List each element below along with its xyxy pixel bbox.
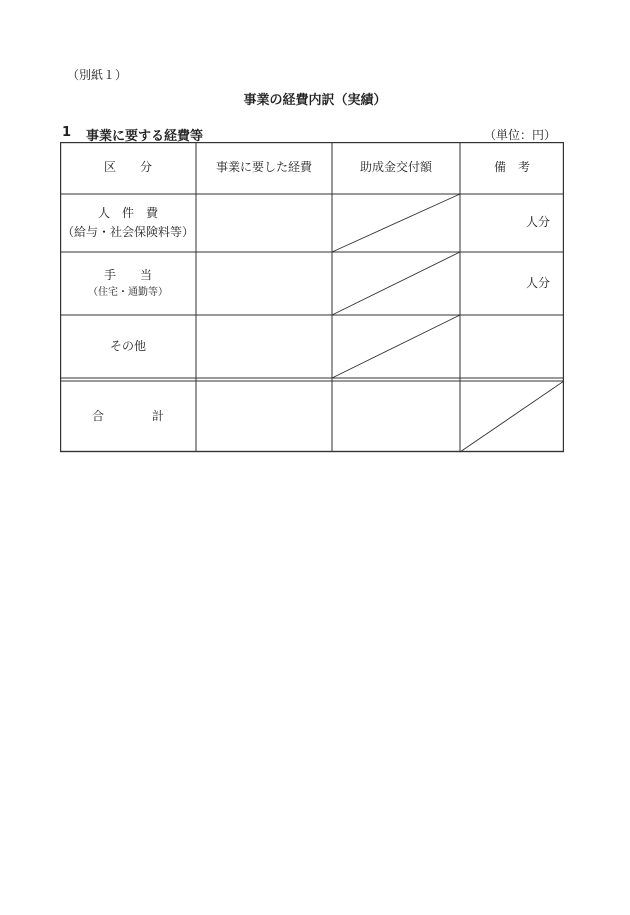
row-sublabel: （住宅・通勤等）	[88, 287, 168, 299]
row-label-other: その他	[109, 338, 146, 353]
remarks-cell: 人分	[525, 275, 550, 290]
section-title: 事業に要する経費等	[86, 129, 204, 144]
col-header-remarks: 備 考	[493, 160, 530, 175]
col-header-category: 区 分	[103, 160, 152, 175]
row-label-total: 合 計	[91, 408, 164, 423]
row-sublabel: （給与・社会保険料等）	[61, 225, 194, 239]
col-header-expenses: 事業に要した経費	[215, 160, 312, 175]
col-header-subsidy: 助成金交付額	[359, 160, 432, 175]
row-label: 手 当	[103, 267, 152, 282]
expense-table	[60, 142, 564, 453]
page-title: 事業の経費内訳（実績）	[243, 93, 387, 108]
remarks-cell: 人分	[525, 215, 550, 230]
attachment-label: （別紙１）	[67, 68, 128, 82]
row-label-allowances	[60, 252, 196, 315]
row-label-personnel	[60, 194, 196, 252]
section-number: 1	[62, 125, 72, 140]
unit-label: （単位：円）	[484, 128, 557, 142]
row-label: 人 件 費	[97, 205, 158, 220]
